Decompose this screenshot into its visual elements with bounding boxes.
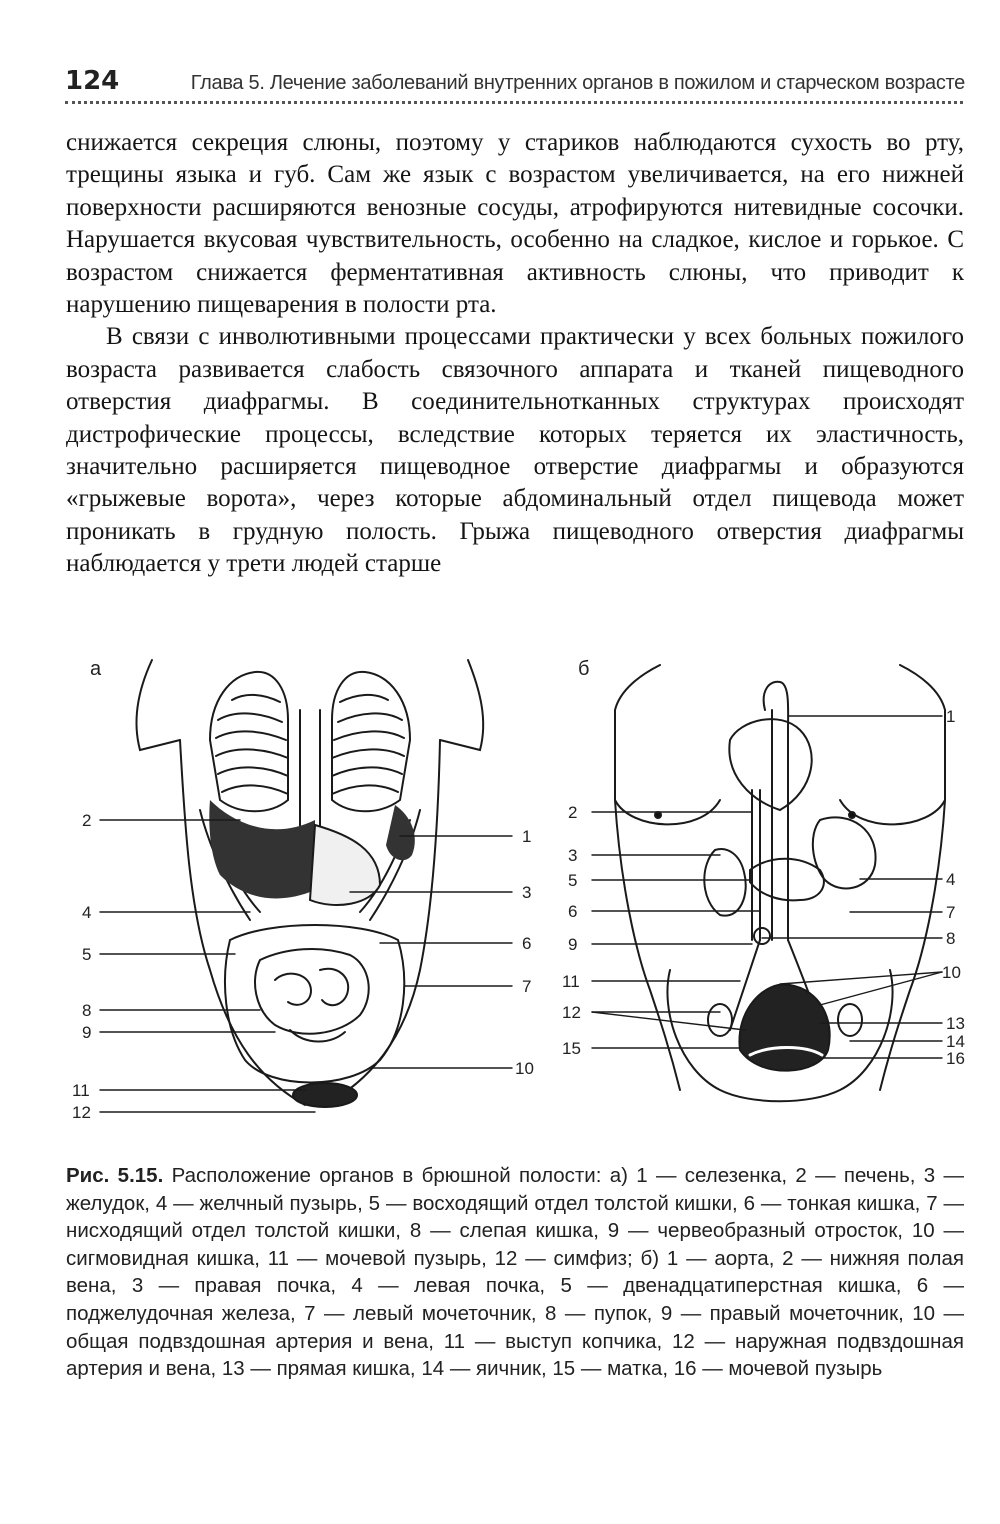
- panel-b-illustration: [615, 665, 945, 1101]
- anatomy-figure: [60, 650, 970, 1135]
- panel-b-number: 6: [568, 902, 578, 921]
- panel-a-number: 9: [82, 1023, 92, 1042]
- panel-a-number: 11: [72, 1081, 90, 1100]
- panel-a-number: 5: [82, 945, 92, 964]
- panel-a-number: 1: [522, 827, 532, 846]
- panel-b-number: 8: [946, 929, 956, 948]
- panel-b-number: 15: [562, 1039, 581, 1058]
- page-number: 124: [65, 66, 120, 96]
- panel-b-number: 11: [562, 972, 580, 991]
- panel-a-number: 7: [522, 977, 532, 996]
- panel-a-number: 3: [522, 883, 532, 902]
- body-text: [66, 127, 964, 581]
- panel-a-number: 4: [82, 903, 92, 922]
- paragraph-2: В связи с инволютивными процессами практически у всех больных пожилого возраста развивается слабость связочного аппарата и тканей пищеводного отверстия диафрагмы. В соединительнотканных структурах происходят дистрофические процессы, вследствие которых теряется их эластичность, значительно расширяется пищеводное отверстие диафрагмы и образуются «грыжевые ворота», через которые абдоминальный отдел пищевода может проникать в грудную полость. Грыжа пищеводного отверстия диафрагмы наблюдается у трети людей старше: [66, 323, 964, 578]
- panel-a-label: а: [90, 658, 102, 680]
- panel-a-number: 12: [72, 1103, 91, 1122]
- panel-b-number: 1: [946, 707, 956, 726]
- panel-b-label: б: [578, 658, 590, 680]
- panel-b-number: 7: [946, 903, 956, 922]
- panel-b-number: 12: [562, 1003, 581, 1022]
- panel-b-number: 2: [568, 803, 578, 822]
- figure-caption: [66, 1162, 964, 1383]
- panel-a-number: 2: [82, 811, 92, 830]
- page-header: [65, 66, 965, 106]
- caption-label: Рис. 5.15.: [66, 1164, 164, 1187]
- panel-a-number: 6: [522, 934, 532, 953]
- panel-b-number: 14: [946, 1032, 965, 1051]
- panel-b-number: 5: [568, 871, 578, 890]
- spleen-shape: [386, 805, 415, 860]
- panel-a-number: 10: [515, 1059, 534, 1078]
- panel-b-number: 16: [946, 1049, 965, 1068]
- panel-b-number: 13: [946, 1014, 965, 1033]
- caption-text: Расположение органов в брюшной полости: а) 1 — селезенка, 2 — печень, 3 — желудок, 4 — желчный пузырь, 5 — восходящий отдел толстой кишки, 6 — тонкая кишка, 7 — нисходящий отдел толстой кишки, 8 — слепая кишка, 9 — червеобразный отросток, 10 — сигмовидная кишка, 11 — мочевой пузырь, 12 — симфиз; б) 1 — аорта, 2 — нижняя полая вена, 3 — правая почка, 4 — левая почка, 5 — двенадцатиперстная кишка, 6 — поджелудочная железа, 7 — левый мочеточник, 8 — пупок, 9 — правый мочеточник, 10 — общая подвздошная артерия и вена, 11 — выступ копчика, 12 — наружная подвздошная артерия и вена, 13 — прямая кишка, 14 — яичник, 15 — матка, 16 — мочевой пузырь: [66, 1164, 964, 1381]
- panel-b-number: 9: [568, 935, 578, 954]
- header-dotted-rule: [65, 101, 963, 104]
- stomach-shape: [310, 825, 380, 905]
- panel-a-number: 8: [82, 1001, 92, 1020]
- panel-b-number: 10: [942, 963, 961, 982]
- paragraph-1: снижается секреция слюны, поэтому у стариков наблюдаются сухость во рту, трещины языка и губ. Сам же язык с возрастом увеличивается, на его нижней поверхности расширяются венозные сосуды, атрофируются нитевидные сосочки. Нарушается вкусовая чувствительность, особенно на сладкое, кислое и горькое. С возрастом снижается ферментативная активность слюны, что приводит к нарушению пищеварения в полости рта.: [66, 129, 964, 319]
- panel-b-number: 3: [568, 846, 578, 865]
- panel-b-number: 4: [946, 870, 956, 889]
- running-head: Глава 5. Лечение заболеваний внутренних органов в пожилом и старческом возрасте: [190, 72, 965, 94]
